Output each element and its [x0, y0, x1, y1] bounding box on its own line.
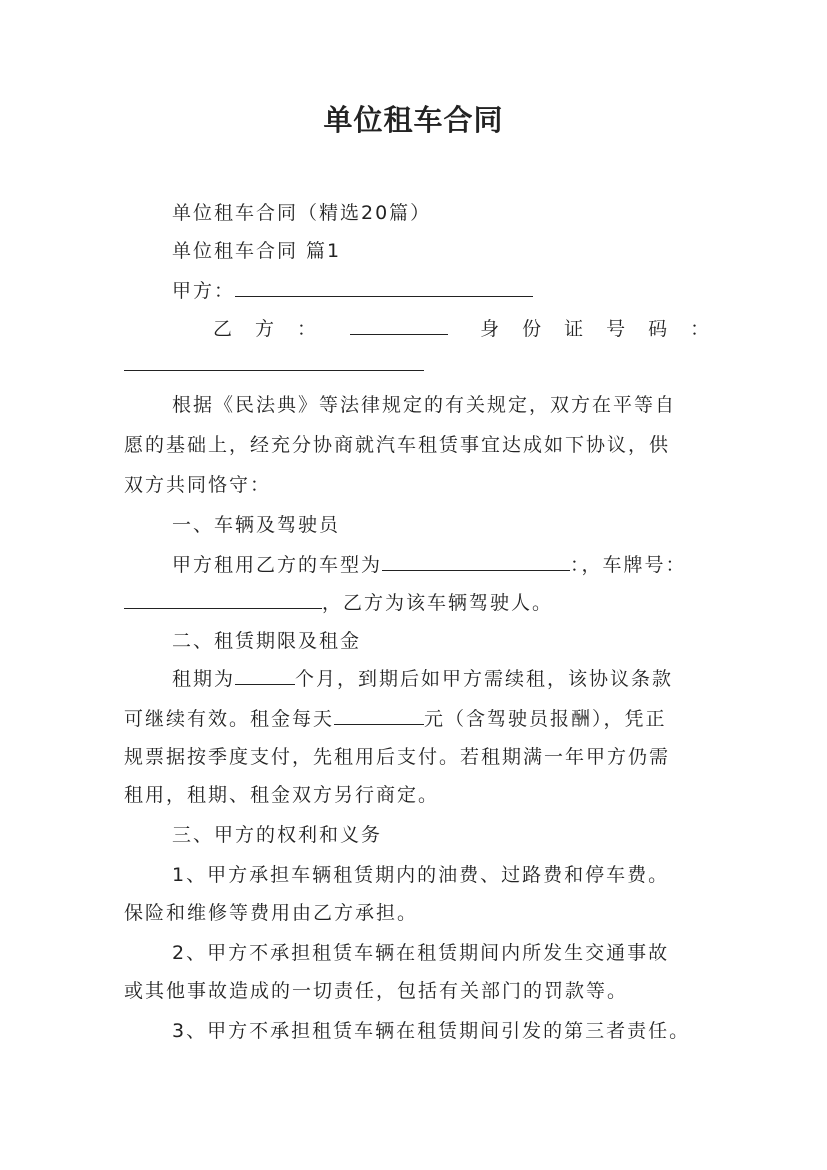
plate-label: ：，车牌号： [570, 554, 687, 576]
id-number-line [124, 352, 424, 378]
clause-1-cont: 保险和维修等费用由乙方承担。 [124, 902, 419, 924]
rent-label: 可继续有效。租金每天 [124, 708, 335, 730]
id-number-blank [124, 352, 424, 371]
plate-line [124, 590, 553, 616]
paragraph-line: 愿的基础上，经充分协商就汽车租赁事宜达成如下协议，供 [124, 434, 671, 456]
term-text: 个月，到期后如甲方需续租，该协议条款 [295, 668, 674, 690]
rent-text: 元（含驾驶员报酬），凭正 [424, 708, 667, 730]
vehicle-line [172, 552, 687, 578]
rent-line [124, 706, 667, 732]
paragraph-line: 双方共同恪守： [124, 474, 272, 496]
document-title: 单位租车合同 [323, 103, 504, 137]
party-a-label: 甲方： [172, 280, 236, 302]
clause-2-cont: 或其他事故造成的一切责任，包括有关部门的罚款等。 [124, 980, 629, 1002]
id-number-label: 身 份 证 号 码 ： [480, 318, 712, 340]
term-label: 租期为 [172, 668, 236, 690]
heading-vehicle-driver: 一、车辆及驾驶员 [172, 514, 341, 536]
paragraph-line: 规票据按季度支付，先租用后支付。若租期满一年甲方仍需 [124, 746, 671, 768]
driver-text: ，乙方为该车辆驾驶人。 [322, 592, 554, 614]
party-b-label: 乙 方 ： [213, 318, 319, 340]
term-line [172, 666, 673, 692]
party-a-blank [235, 278, 533, 297]
clause-1: 1、甲方承担车辆租赁期内的油费、过路费和停车费。 [172, 864, 670, 886]
daily-rent-blank [334, 706, 424, 725]
vehicle-model-label: 甲方租用乙方的车型为 [172, 554, 383, 576]
vehicle-model-blank [382, 552, 570, 571]
paragraph-line: 租用，租期、租金双方另行商定。 [124, 784, 440, 806]
clause-3: 3、甲方不承担租赁车辆在租赁期间引发的第三者责任。 [172, 1020, 691, 1042]
party-b-blank [350, 316, 448, 335]
paragraph-line: 根据《民法典》等法律规定的有关规定，双方在平等自 [172, 394, 677, 416]
heading-rights-obligations: 三、甲方的权利和义务 [172, 824, 383, 846]
term-months-blank [235, 666, 295, 685]
subtitle: 单位租车合同（精选20篇） [172, 202, 432, 224]
heading-term-rent: 二、租赁期限及租金 [172, 630, 362, 652]
section-label: 单位租车合同 篇1 [172, 240, 342, 262]
plate-blank [124, 590, 322, 609]
party-b-line [213, 316, 711, 342]
party-a-line [172, 278, 533, 304]
clause-2: 2、甲方不承担租赁车辆在租赁期间内所发生交通事故 [172, 942, 670, 964]
